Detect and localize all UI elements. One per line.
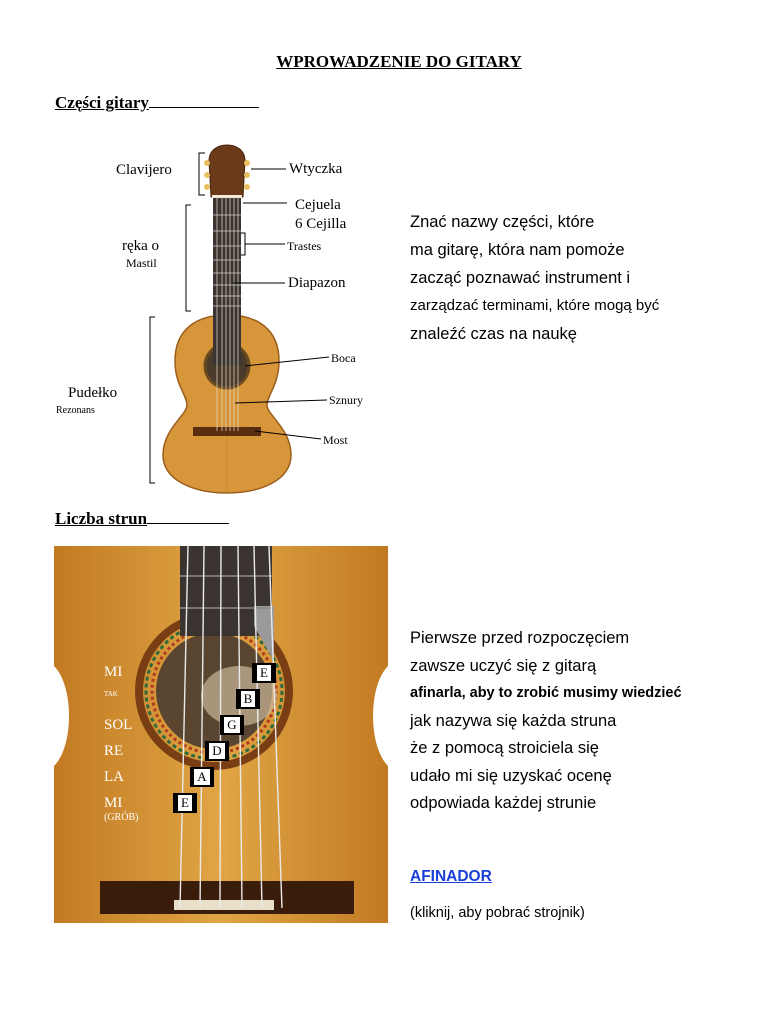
label-boca: Boca [331,351,356,365]
guitar-head [209,145,245,197]
paragraph-line: ma gitarę, która nam pomoże [410,241,625,259]
paragraph-line: udało mi się uzyskać ocenę [410,766,612,785]
string-letter-e-low: E [173,793,197,813]
section-heading-parts [55,93,259,113]
label-pudelko: Pudełko [68,385,118,401]
paragraph-line: znaleźć czas na naukę [410,325,577,343]
label-reka: ręka o [122,238,160,254]
afinador-note: (kliknij, aby pobrać strojnik) [410,905,585,921]
string-letter-a: A [190,767,214,787]
string-name-re: RE [104,743,124,759]
guitar-strings-photo [54,546,388,923]
string-letter-e-high: E [252,663,276,683]
label-sznury: Sznury [329,393,363,407]
label-rezonans: Rezonans [56,405,95,416]
string-name-mi-high: MI [104,664,123,680]
paragraph-line: zarządzać terminami, które mogą być [410,297,660,314]
label-most: Most [323,433,348,447]
paragraph-line: Pierwsze przed rozpoczęciem [410,629,630,647]
guitar-bridge [193,427,261,436]
string-name-sol: SOL [104,717,133,733]
string-sub-grob: (GRÓB) [104,812,139,823]
paragraph-line: odpowiada każdej strunie [410,794,597,812]
label-wtyczka: Wtyczka [289,161,343,177]
section-heading-strings [55,509,229,529]
guitar-parts-diagram [55,133,390,495]
afinador-link[interactable]: AFINADOR [410,868,492,885]
parts-paragraph [410,208,659,348]
label-cejuela: Cejuela [295,197,341,213]
string-sub-tak: TAK [104,690,118,698]
label-trastes: Trastes [287,239,322,253]
string-letter-d: D [205,741,229,761]
label-diapazon: Diapazon [288,275,346,291]
string-letter-b: B [236,689,260,709]
paragraph-line: afinarla, aby to zrobić musimy wiedzieć [410,685,682,701]
heading-underline [147,522,229,524]
heading-text: Liczba strun [55,509,148,528]
page-title: WPROWADZENIE DO GITARY [276,52,522,71]
paragraph-line: zacząć poznawać instrument i [410,269,631,287]
strings-paragraph [410,625,682,818]
paragraph-line: jak nazywa się każda struna [410,711,617,730]
label-mastil: Mastil [126,256,157,270]
string-name-mi-low: MI [104,795,123,811]
paragraph-line: zawsze uczyć się z gitarą [410,656,597,675]
heading-text: Części gitary [55,93,149,112]
label-cejilla: 6 Cejilla [295,216,347,232]
label-clavijero: Clavijero [116,162,172,178]
paragraph-line: że z pomocą stroiciela się [410,739,599,757]
string-name-la: LA [104,769,124,785]
heading-underline [149,106,259,108]
string-letter-g: G [220,715,244,735]
paragraph-line: Znać nazwy części, które [410,213,595,231]
